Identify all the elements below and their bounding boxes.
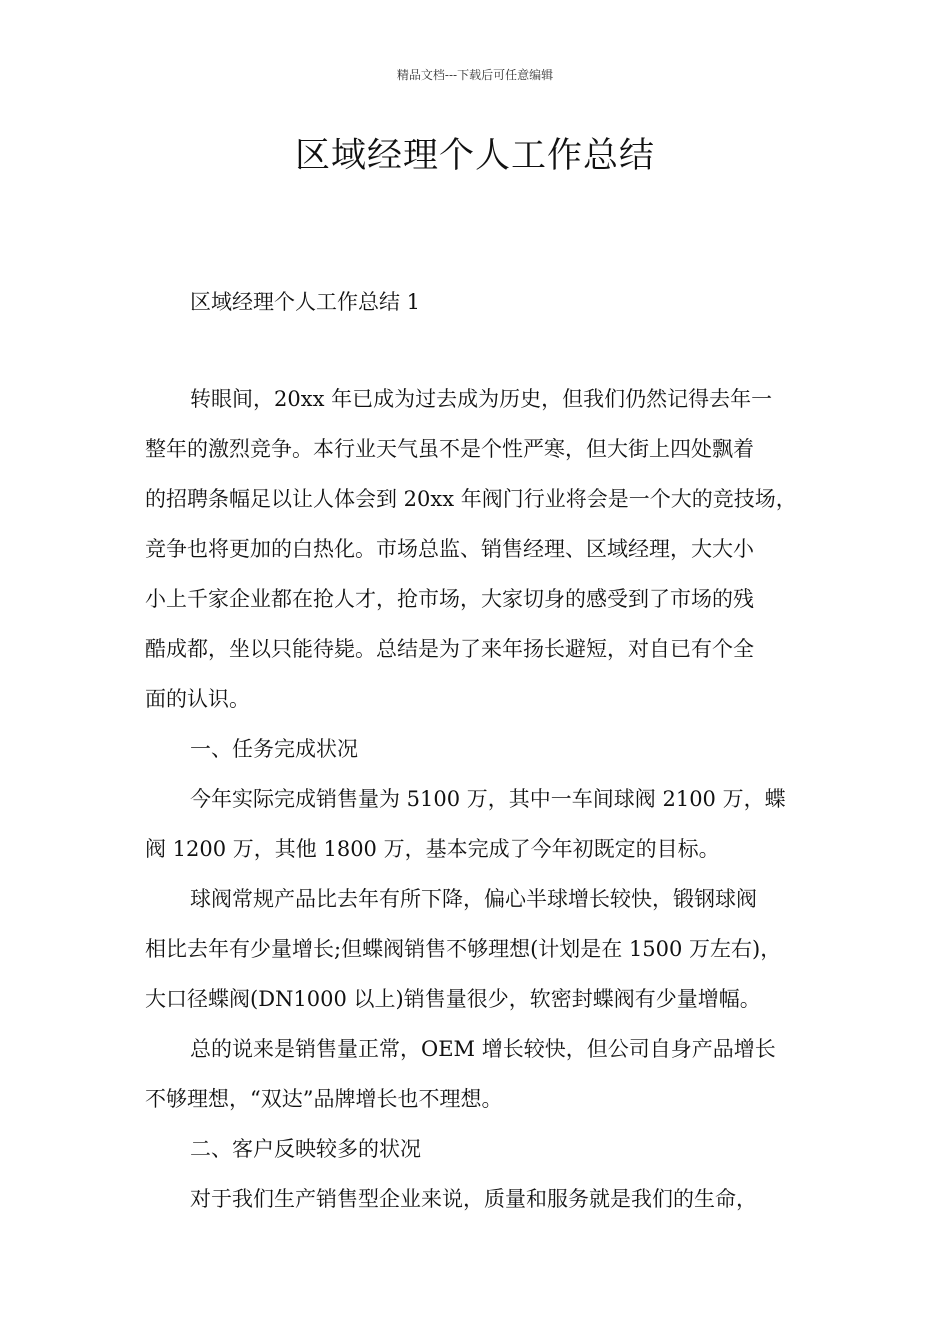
section-heading: 二、客户反映较多的状况 [190,1137,421,1161]
section-title: 区域经理个人工作总结 1 [190,290,421,314]
document-title: 区域经理个人工作总结 [294,136,655,176]
text-line: 总的说来是销售量正常，OEM 增长较快，但公司自身产品增长 [190,1037,776,1061]
section-heading: 一、任务完成状况 [190,737,358,761]
text-line: 大口径蝶阀(DN1000 以上)销售量很少，软密封蝶阀有少量增幅。 [145,987,761,1011]
text-line: 球阀常规产品比去年有所下降，偏心半球增长较快，锻钢球阀 [190,887,757,911]
text-line: 竞争也将更加的白热化。市场总监、销售经理、区域经理，大大小 [145,537,754,561]
text-line: 相比去年有少量增长;但蝶阀销售不够理想(计划是在 1500 万左右)， [145,937,782,961]
text-line: 今年实际完成销售量为 5100 万，其中一车间球阀 2100 万，蝶 [190,787,786,811]
text-line: 小上千家企业都在抢人才，抢市场，大家切身的感受到了市场的残 [145,587,754,611]
text-line: 对于我们生产销售型企业来说，质量和服务就是我们的生命， [190,1187,757,1211]
text-line: 面的认识。 [145,687,250,711]
text-line: 酷成都，坐以只能待毙。总结是为了来年扬长避短，对自已有个全 [145,637,754,661]
text-line: 转眼间，20xx 年已成为过去成为历史，但我们仍然记得去年一 [190,387,773,411]
header-note: 精品文档---下载后可任意编辑 [396,68,554,82]
text-line: 整年的激烈竞争。本行业天气虽不是个性严寒，但大街上四处飘着 [145,437,754,461]
text-line: 不够理想，“双达”品牌增长也不理想。 [145,1087,503,1111]
text-line: 阀 1200 万，其他 1800 万，基本完成了今年初既定的目标。 [145,837,720,861]
text-line: 的招聘条幅足以让人体会到 20xx 年阀门行业将会是一个大的竞技场， [145,487,797,511]
